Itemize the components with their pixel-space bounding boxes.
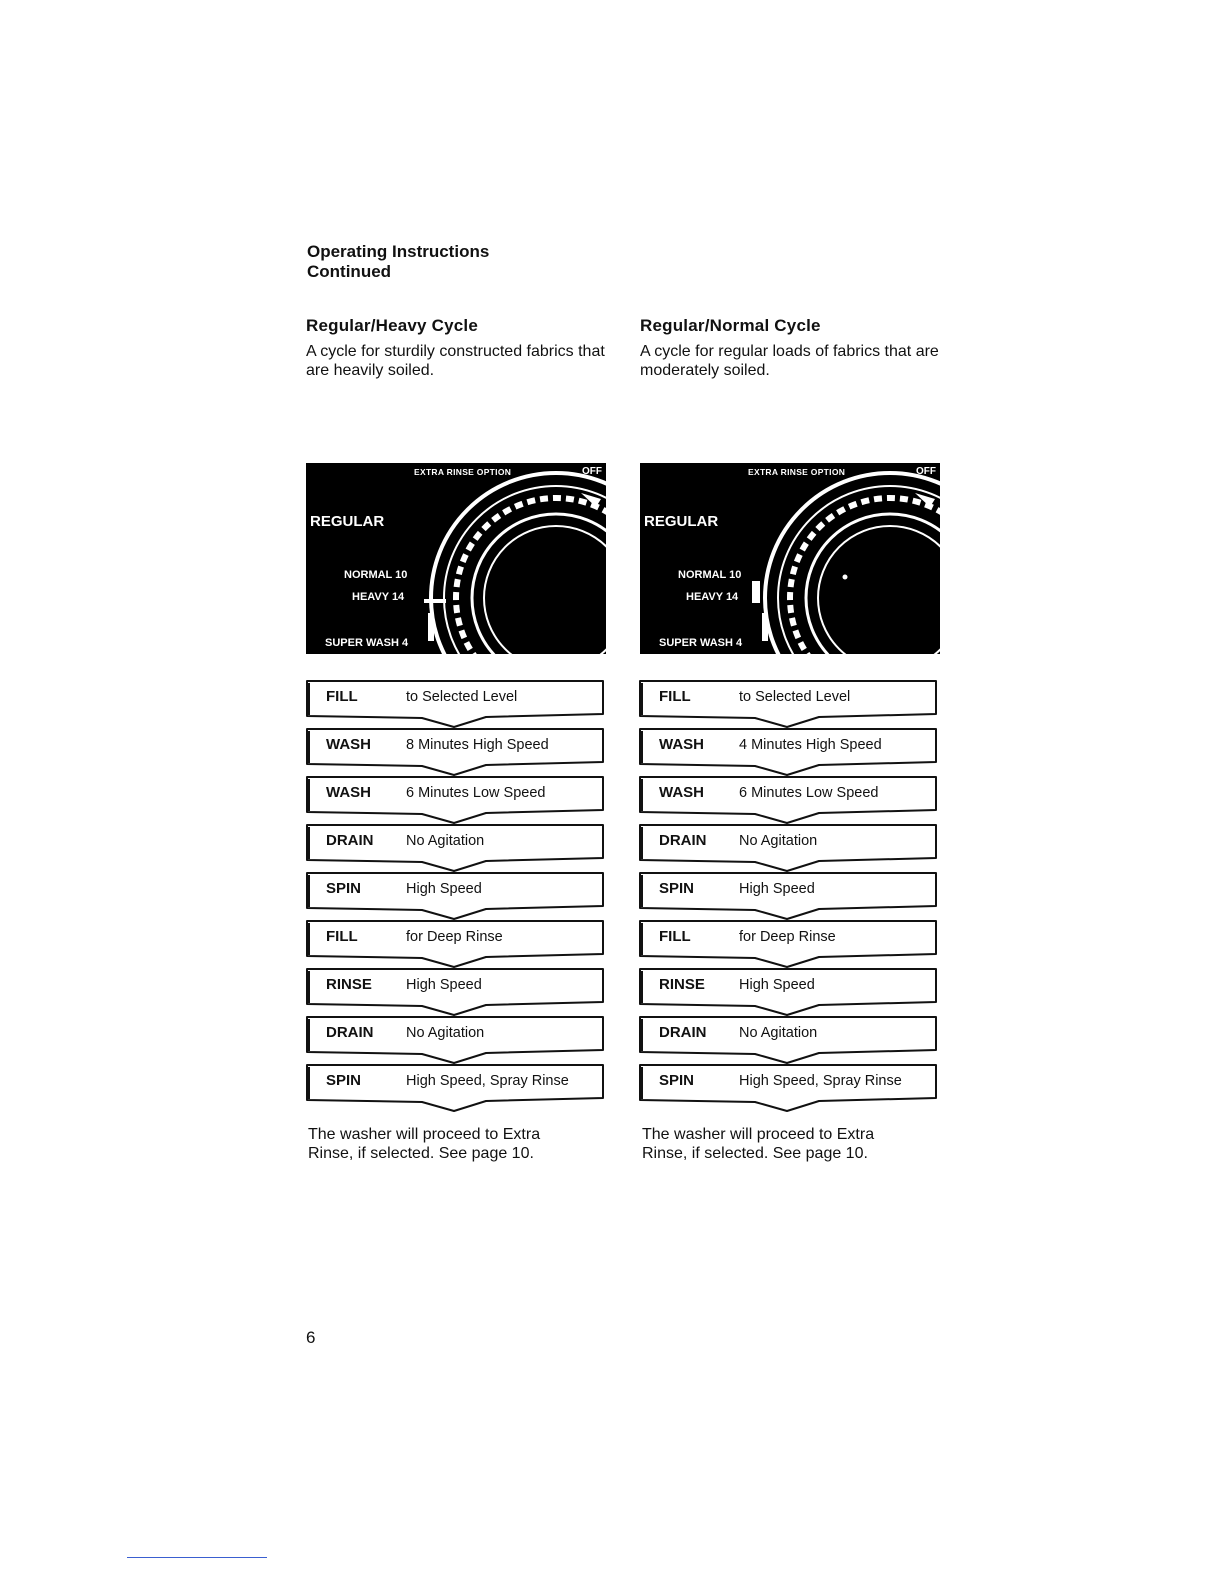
step-label: WASH <box>326 784 371 801</box>
dial-extra-rinse-label: EXTRA RINSE OPTION <box>414 467 512 477</box>
dial-normal-label: NORMAL 10 <box>678 569 742 581</box>
step-value: No Agitation <box>406 833 485 849</box>
cycle-step <box>639 872 937 920</box>
cycle-step <box>306 968 604 1016</box>
dial-extra-rinse-label: EXTRA RINSE OPTION <box>748 467 846 477</box>
step-value: 6 Minutes Low Speed <box>406 785 546 801</box>
step-label: FILL <box>659 928 691 945</box>
dial-knob-graphic <box>640 463 940 654</box>
step-value: No Agitation <box>739 1025 818 1041</box>
normal-cycle-title: Regular/Normal Cycle <box>640 316 821 335</box>
cycle-step <box>639 968 937 1016</box>
cycle-step <box>639 776 937 824</box>
step-label: WASH <box>659 784 704 801</box>
dial-off-label: OFF <box>582 466 602 477</box>
heavy-cycle-title: Regular/Heavy Cycle <box>306 316 478 335</box>
cycle-step <box>306 920 604 968</box>
cycle-step <box>639 1064 937 1112</box>
step-value: to Selected Level <box>406 689 518 705</box>
cycle-step <box>306 872 604 920</box>
cycle-step <box>306 680 604 728</box>
dial-heavy-label: HEAVY 14 <box>352 591 405 603</box>
step-label: SPIN <box>659 880 695 897</box>
cycle-step <box>639 920 937 968</box>
normal-cycle-description: A cycle for regular loads of fabrics that are moderately soiled. <box>640 343 939 379</box>
step-label: SPIN <box>326 1072 362 1089</box>
step-label: DRAIN <box>326 832 374 849</box>
cycle-step <box>306 1064 604 1112</box>
step-value: 4 Minutes High Speed <box>739 737 882 753</box>
step-label: DRAIN <box>659 832 707 849</box>
heavy-cycle-steps <box>306 680 606 1112</box>
step-value: for Deep Rinse <box>406 929 503 945</box>
cycle-step <box>639 824 937 872</box>
step-label: DRAIN <box>659 1024 707 1041</box>
step-value: High Speed <box>739 881 815 897</box>
step-value: High Speed <box>406 881 482 897</box>
step-label: RINSE <box>659 976 705 993</box>
cycle-step <box>306 776 604 824</box>
step-label: FILL <box>326 688 358 705</box>
dial-knob-graphic <box>306 463 606 654</box>
heading-line-1: Operating Instructions <box>307 242 490 261</box>
normal-cycle-note: The washer will proceed to Extra Rinse, if selected. See page 10. <box>642 1126 875 1162</box>
heavy-cycle-intro <box>306 316 606 380</box>
step-label: FILL <box>659 688 691 705</box>
cycle-step <box>306 1016 604 1064</box>
step-value: High Speed <box>406 977 482 993</box>
cycle-step <box>639 728 937 776</box>
step-label: WASH <box>659 736 704 753</box>
step-label: WASH <box>326 736 371 753</box>
step-value: for Deep Rinse <box>739 929 836 945</box>
dial-regular-label: REGULAR <box>310 513 385 530</box>
normal-cycle-dial-image <box>640 463 940 654</box>
normal-cycle-intro <box>640 316 940 380</box>
heavy-cycle-dial-image <box>306 463 606 654</box>
heading-line-2: Continued <box>307 262 392 281</box>
step-label: FILL <box>326 928 358 945</box>
step-value: 8 Minutes High Speed <box>406 737 549 753</box>
step-label: SPIN <box>326 880 362 897</box>
step-value: 6 Minutes Low Speed <box>739 785 879 801</box>
step-value: to Selected Level <box>739 689 851 705</box>
cycle-step <box>306 824 604 872</box>
cycle-step <box>639 1016 937 1064</box>
footer-rule <box>127 1557 267 1558</box>
page-heading <box>307 242 489 282</box>
cycle-step <box>639 680 937 728</box>
step-value: No Agitation <box>739 833 818 849</box>
step-value: High Speed <box>739 977 815 993</box>
cycle-step <box>306 728 604 776</box>
dial-off-label: OFF <box>916 466 936 477</box>
dial-regular-label: REGULAR <box>644 513 719 530</box>
step-label: DRAIN <box>326 1024 374 1041</box>
dial-normal-label: NORMAL 10 <box>344 569 408 581</box>
step-label: SPIN <box>659 1072 695 1089</box>
heavy-cycle-note: The washer will proceed to Extra Rinse, if selected. See page 10. <box>308 1126 541 1162</box>
dial-super-wash-label: SUPER WASH 4 <box>325 637 409 649</box>
heavy-cycle-description: A cycle for sturdily constructed fabrics that are heavily soiled. <box>306 343 605 379</box>
dial-heavy-label: HEAVY 14 <box>686 591 739 603</box>
page-number: 6 <box>306 1328 316 1347</box>
normal-cycle-steps <box>639 680 939 1112</box>
step-value: High Speed, Spray Rinse <box>406 1073 569 1089</box>
step-value: No Agitation <box>406 1025 485 1041</box>
step-value: High Speed, Spray Rinse <box>739 1073 902 1089</box>
dial-super-wash-label: SUPER WASH 4 <box>659 637 743 649</box>
step-label: RINSE <box>326 976 372 993</box>
